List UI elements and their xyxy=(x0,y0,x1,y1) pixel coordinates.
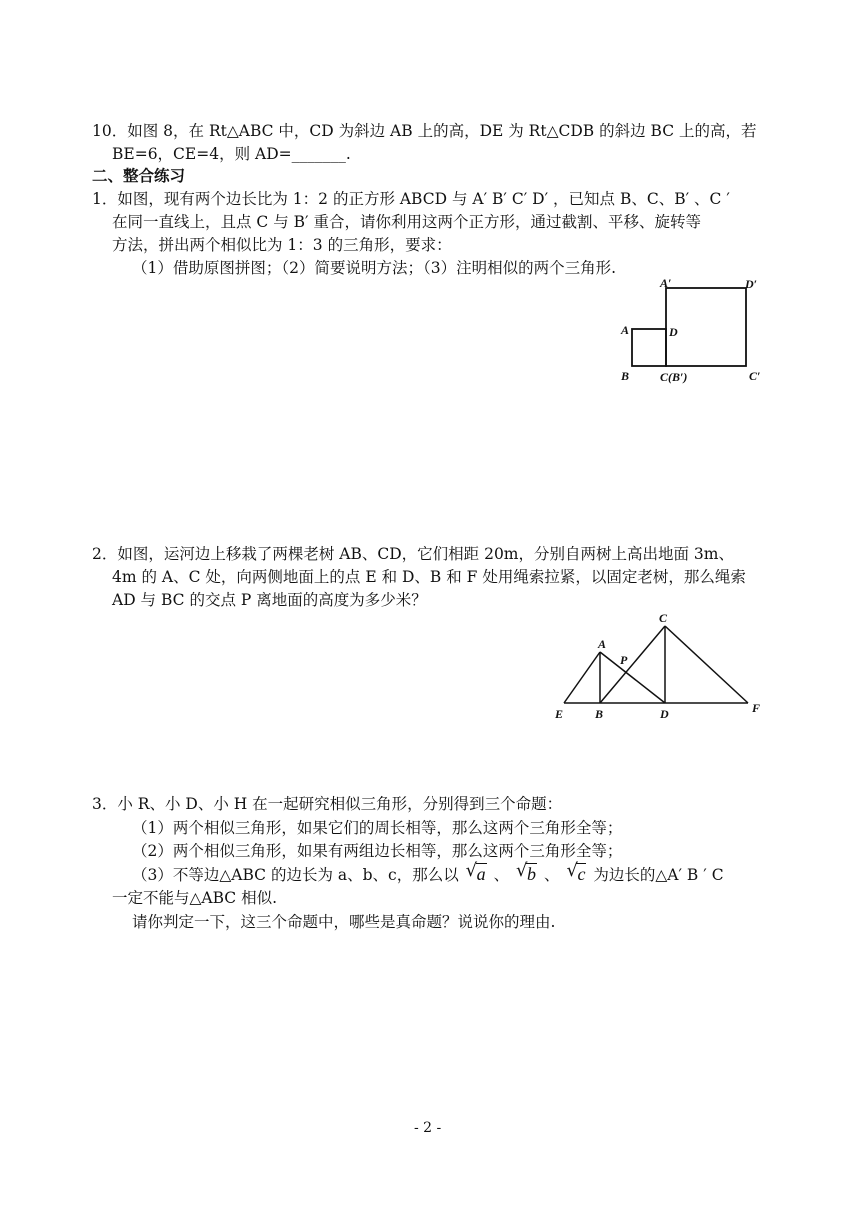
label-B: B xyxy=(621,369,630,383)
label-Dp: D′ xyxy=(745,278,758,291)
separator-1: 、 xyxy=(493,866,510,884)
rope-AE xyxy=(564,652,600,703)
p1-line-2: 在同一直线上，且点 C 与 B′ 重合，请你利用这两个正方形，通过截割、平移、旋转等 xyxy=(112,213,701,231)
label-C: C xyxy=(659,611,668,625)
p2-line-3: AD 与 BC 的交点 P 离地面的高度为多少米？ xyxy=(112,591,427,609)
separator-2: 、 xyxy=(543,866,560,884)
page-number: - 2 - xyxy=(414,1120,442,1136)
label-D: D xyxy=(669,325,678,339)
trees-figure xyxy=(550,610,770,720)
p3-line-1: 3．小 R、小 D、小 H 在一起研究相似三角形，分别得到三个命题： xyxy=(92,795,563,813)
squares-figure xyxy=(618,278,768,388)
p3-line-4 xyxy=(132,860,724,885)
p3-line-4-post: 为边长的△A′ B ′ C xyxy=(593,866,724,884)
rope-CF xyxy=(665,626,748,703)
label-E: E xyxy=(555,707,564,720)
sqrt-a: √ a xyxy=(465,860,486,884)
label-D: D xyxy=(660,707,669,720)
label-A: A xyxy=(598,637,607,651)
p2-line-2: 4m 的 A、C 处，向两侧地面上的点 E 和 D、B 和 F 处用绳索拉紧，以固定老树，那么绳索 xyxy=(112,568,746,586)
rope-CB xyxy=(600,626,665,703)
label-Cp: C′ xyxy=(749,369,761,383)
rope-AD xyxy=(600,652,665,703)
label-Ap: A′ xyxy=(660,278,672,290)
label-B: B xyxy=(595,707,604,720)
p3-line-3: （2）两个相似三角形，如果有两组边长相等，那么这两个三角形全等； xyxy=(132,842,623,860)
p3-line-6: 请你判定一下，这三个命题中，哪些是真命题？说说你的理由. xyxy=(132,913,556,931)
p1-line-3: 方法，拼出两个相似比为 1：3 的三角形，要求： xyxy=(112,236,452,254)
section-title: 二、整合练习 xyxy=(92,167,186,185)
sqrt-b: √ b xyxy=(516,860,537,884)
label-F: F xyxy=(752,701,761,715)
label-A: A xyxy=(621,323,630,337)
p1-line-4: （1）借助原图拼图；（2）简要说明方法；（3）注明相似的两个三角形. xyxy=(132,259,617,277)
p2-line-1: 2．如图，运河边上移栽了两棵老树 AB、CD，它们相距 20m，分别自两树上高出地面 3m、 xyxy=(92,545,734,563)
label-C-Bp: C(B′) xyxy=(660,370,688,384)
p3-line-5: 一定不能与△ABC 相似. xyxy=(112,889,278,907)
q10-line-2: BE=6，CE=4，则 AD=_______. xyxy=(112,145,351,163)
sqrt-c: √ c xyxy=(566,860,586,884)
p3-line-4-pre: （3）不等边△ABC 的边长为 a、b、c，那么以 xyxy=(132,866,459,884)
p3-line-2: （1）两个相似三角形，如果它们的周长相等，那么这两个三角形全等； xyxy=(132,819,623,837)
p1-line-1: 1．如图，现有两个边长比为 1：2 的正方形 ABCD 与 A′ B′ C′ D′ ，已知点 B、C、B′ 、C ′ xyxy=(92,190,730,208)
small-square xyxy=(632,329,666,366)
label-P: P xyxy=(620,653,628,667)
q10-line-1: 10．如图 8，在 Rt△ABC 中，CD 为斜边 AB 上的高，DE 为 Rt△CDB 的斜边 BC 上的高，若 xyxy=(92,122,757,140)
large-square xyxy=(666,288,746,366)
